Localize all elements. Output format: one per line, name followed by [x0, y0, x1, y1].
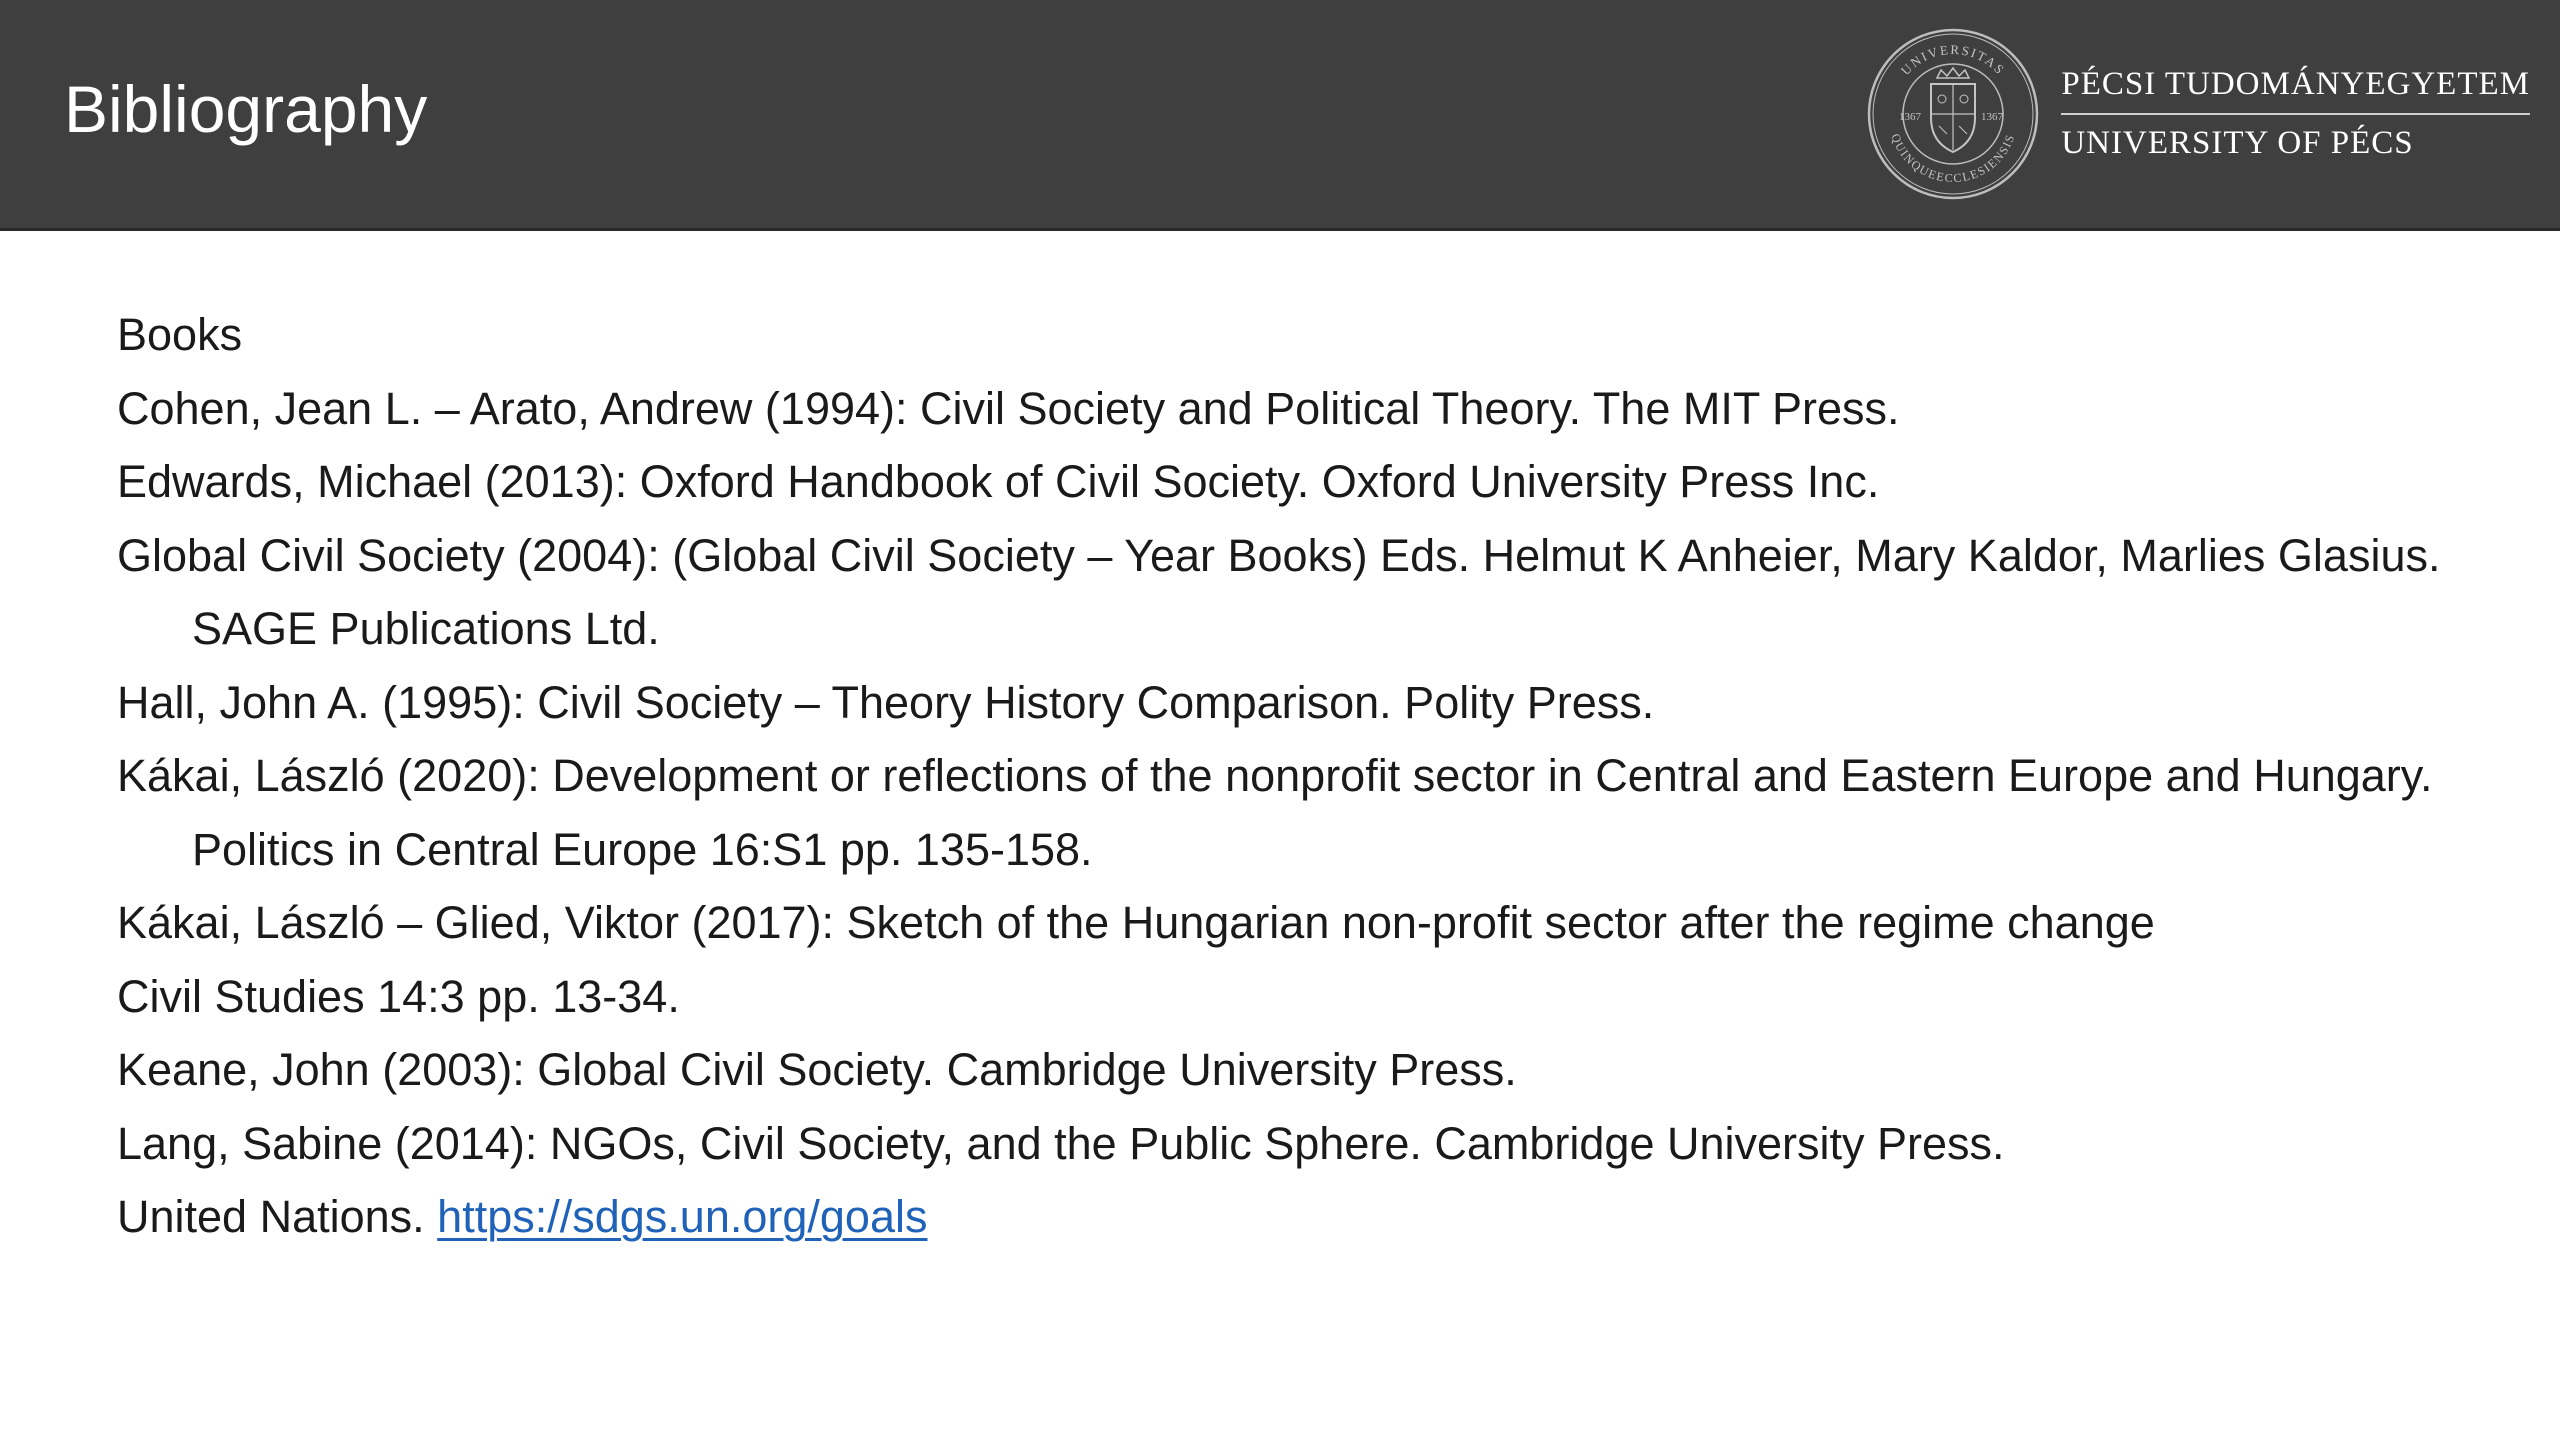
reference-item: Kákai, László (2020): Development or reflections of the nonprofit sector in Central and Eastern Europe and Hungary. Politics in Central Europe 16:S1 pp. 135-158. [117, 750, 2433, 875]
reference-item: Hall, John A. (1995): Civil Society – Theory History Comparison. Polity Press. [117, 676, 1655, 728]
sdgs-link[interactable]: https://sdgs.un.org/goals [437, 1191, 928, 1242]
university-logo [1865, 26, 2530, 202]
svg-text:1367: 1367 [1899, 111, 1922, 123]
reference-item-united-nations [117, 1180, 2457, 1254]
university-seal-icon [1865, 26, 2041, 202]
reference-item: Keane, John (2003): Global Civil Society. Cambridge University Press. [117, 1044, 1517, 1095]
reference-item: Lang, Sabine (2014): NGOs, Civil Society, and the Public Sphere. Cambridge University Press. [117, 1117, 2005, 1169]
svg-text:UNIVERSITAS: UNIVERSITAS [1898, 41, 2009, 79]
reference-item: Edwards, Michael (2013): Oxford Handbook of Civil Society. Oxford University Press Inc. [117, 456, 1880, 507]
university-name-english: UNIVERSITY OF PÉCS [2061, 125, 2414, 161]
reference-item: Civil Studies 14:3 pp. 13-34. [117, 970, 680, 1022]
section-heading-books: Books [117, 309, 243, 360]
bibliography-content [117, 298, 2457, 1254]
reference-item: Kákai, László – Glied, Viktor (2017): Sketch of the Hungarian non-profit sector after the regime change [117, 897, 2155, 948]
slide-header [0, 0, 2560, 231]
reference-item: Global Civil Society (2004): (Global Civil Society – Year Books) Eds. Helmut K Anheier, Mary Kaldor, Marlies Glasius. SAGE Publications Ltd. [117, 529, 2441, 654]
slide-title: Bibliography [64, 72, 428, 146]
reference-item: Cohen, Jean L. – Arato, Andrew (1994): Civil Society and Political Theory. The MIT Press. [117, 382, 1900, 434]
university-name [2061, 68, 2530, 160]
svg-text:QUINQUEECCLESIENSIS: QUINQUEECCLESIENSIS [1888, 131, 2018, 186]
university-name-hungarian: PÉCSI TUDOMÁNYEGYETEM [2061, 68, 2530, 115]
svg-text:1367: 1367 [1981, 111, 2004, 123]
un-reference-label: United Nations. [117, 1191, 438, 1242]
